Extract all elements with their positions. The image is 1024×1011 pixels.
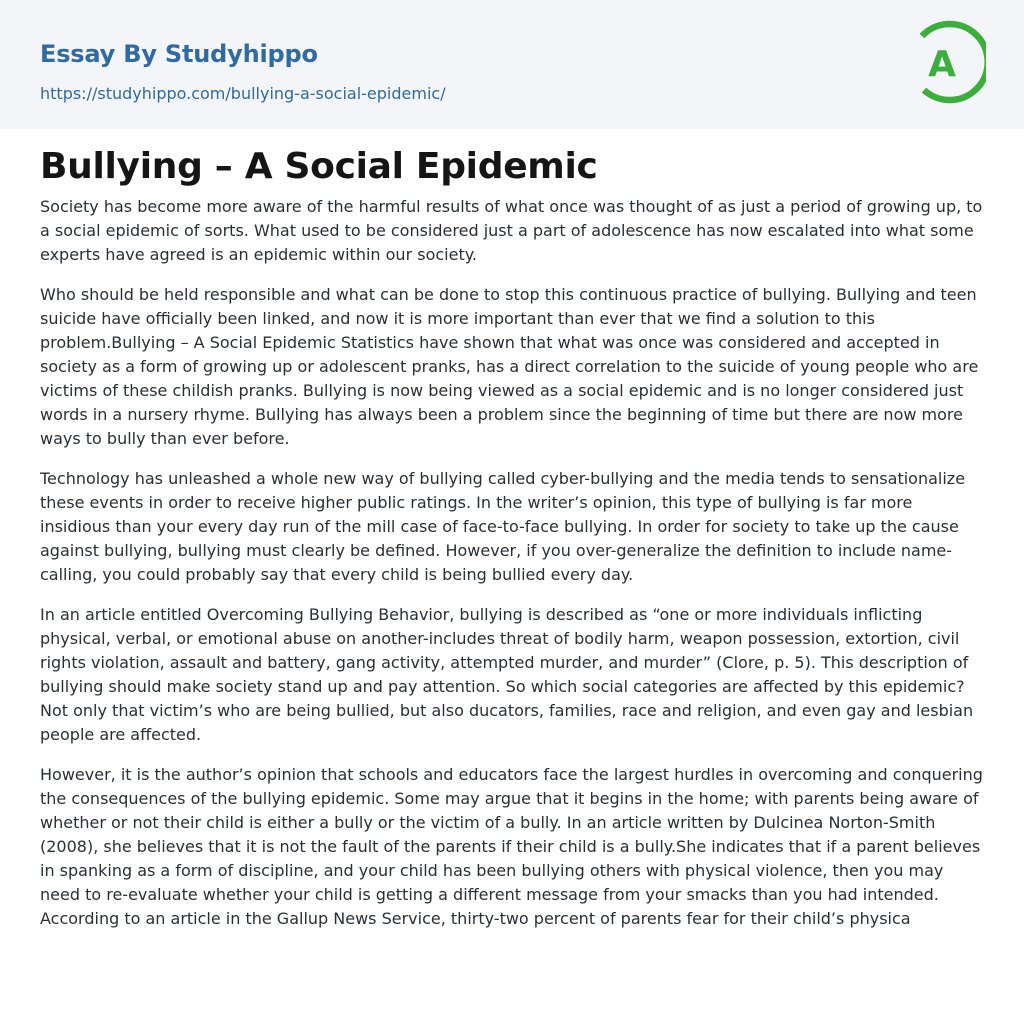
studyhippo-logo[interactable] (914, 18, 986, 106)
paragraph: Who should be held responsible and what can be done to stop this continuous practice of bullying. Bullying and teen suicide have officially been linked, and now it is more important than ever that we find a solution to this problem.Bullying – A Social Epidemic Statistics have shown that what was once was considered and accepted in society as a form of growing up or adolescent pranks, has a direct correlation to the suicide of young people who are victims of these childish pranks. Bullying is now being viewed as a social epidemic and is no longer considered just words in a nursery rhyme. Bullying has always been a problem since the beginning of time but there are now more ways to bully than ever before. (40, 285, 979, 448)
paragraph: In an article entitled Overcoming Bullying Behavior, bullying is described as “one or more individuals inflicting physical, verbal, or emotional abuse on another-includes threat of bodily harm, weapon possession, extortion, civil rights violation, assault and battery, gang activity, attempted murder, and murder” (Clore, p. 5). This description of bullying should make society stand up and pay attention. So which social categories are affected by this epidemic? Not only that victim’s who are being bullied, but also ducators, families, race and religion, and even gay and lesbian people are affected. (40, 605, 974, 744)
paragraph: However, it is the author’s opinion that schools and educators face the largest hurdles in overcoming and conquering the consequences of the bullying epidemic. Some may argue that it begins in the home; with parents being aware of whether or not their child is either a bully or the victim of a bully. In an article written by Dulcinea Norton-Smith (2008), she believes that it is not the fault of the parents if their child is a bully.She indicates that if a parent believes in spanking as a form of discipline, and your child has been bullying others with physical violence, then you may need to re-evaluate whether your child is getting a different message from your smacks than you had intended. According to an article in the Gallup News Service, thirty-two percent of parents fear for their child’s physica (40, 765, 983, 928)
article-body (40, 195, 984, 947)
page-title: Bullying – A Social Epidemic (40, 146, 598, 187)
logo-icon (914, 18, 986, 106)
paragraph: Society has become more aware of the harmful results of what once was thought of as just a period of growing up, to a social epidemic of sorts. What used to be considered just a part of adolescence has now escalated into what some experts have agreed is an epidemic within our society. (40, 197, 983, 264)
logo-letter: A (928, 44, 956, 85)
site-title[interactable]: Essay By Studyhippo (40, 40, 318, 68)
source-url-link[interactable]: https://studyhippo.com/bullying-a-social-epidemic/ (40, 84, 446, 103)
paragraph: Technology has unleashed a whole new way of bullying called cyber-bullying and the media tends to sensationalize these events in order to receive higher public ratings. In the writer’s opinion, this type of bullying is far more insidious than your every day run of the mill case of face-to-face bullying. In order for society to take up the cause against bullying, bullying must clearly be defined. However, if you over-generalize the definition to include name-calling, you could probably say that every child is being bullied every day. (40, 469, 966, 584)
